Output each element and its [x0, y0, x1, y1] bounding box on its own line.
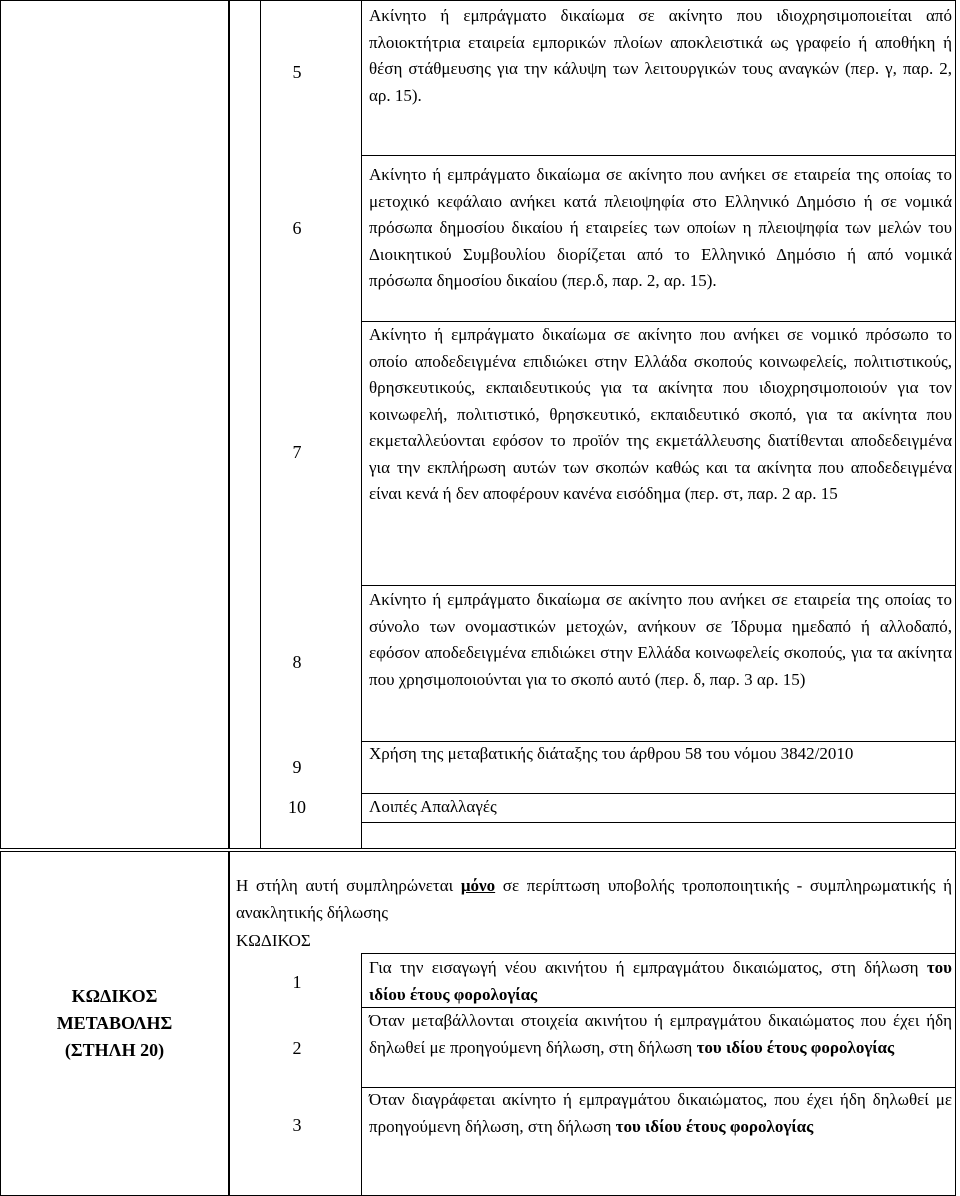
row-text: Χρήση της μεταβατικής διάταξης του άρθρου 58 του νόμου 3842/2010: [369, 744, 854, 763]
change-code-intro: Η στήλη αυτή συμπληρώνεται μόνο σε περίπτωση υποβολής τροποποιητικής - συμπληρωματικής ή ανακλητικής δήλωσης: [236, 876, 952, 922]
code-column-header: ΚΩΔΙΚΟΣ: [236, 931, 311, 950]
code-description: Όταν διαγράφεται ακίνητο ή εμπραγμάτου δικαιώματος, που έχει ήδη δηλωθεί με προηγούμενη δήλωση, στη δήλωση του ιδίου έτους φορολογίας: [369, 1090, 952, 1136]
row-number: 7: [292, 442, 302, 462]
row-text: Ακίνητο ή εμπράγματο δικαίωμα σε ακίνητο που ανήκει σε εταιρεία της οποίας το σύνολο των ονομαστικών μετοχών, ανήκουν σε Ίδρυμα ημεδαπό ή αλλοδαπό, εφόσον αποδεδειγμένα επιδιώκει στην Ελλάδα κοινωφελείς σκοπούς, για τα ακίνητα που χρησιμοποιούνται για το σκοπό αυτό (περ. δ, παρ. 3 αρ. 15): [369, 590, 952, 689]
code-number: 2: [292, 1038, 302, 1058]
row-number: 5: [292, 62, 302, 82]
row-text: Ακίνητο ή εμπράγματο δικαίωμα σε ακίνητο που ιδιοχρησιμοποιείται από πλοιοκτήτρια εταιρεία εμπορικών πλοίων αποκλειστικά ως γραφείο ή αποθήκη ή θέση στάθμευσης για την κάλυψη των λειτουργικών τους αναγκών (περ. γ, παρ. 2, αρ. 15).: [369, 6, 952, 105]
code-description: Για την εισαγωγή νέου ακινήτου ή εμπραγμάτου δικαιώματος, στη δήλωση του ιδίου έτους φορολογίας: [369, 958, 952, 1004]
row-number: 6: [292, 218, 302, 238]
row-number: 8: [292, 652, 302, 672]
left-margin-column: [0, 0, 229, 849]
row-text: Ακίνητο ή εμπράγματο δικαίωμα σε ακίνητο που ανήκει σε εταιρεία της οποίας το μετοχικό κεφάλαιο ανήκει κατά πλειοψηφία στο Ελληνικό Δημόσιο ή σε νομικά πρόσωπα δημοσίου δικαίου ή εταιρείες των οποίων η πλειοψηφία των μελών του Διοικητικού Συμβουλίου διορίζεται από το Ελληνικό Δημόσιο ή από νομικά πρόσωπα δημοσίου δικαίου (περ.δ, παρ. 2, αρ. 15).: [369, 165, 952, 290]
row-text: Λοιπές Απαλλαγές: [369, 797, 497, 816]
change-code-label: ΚΩΔΙΚΟΣ ΜΕΤΑΒΟΛΗΣ (ΣΤΗΛΗ 20): [56, 986, 173, 1060]
code-number: 1: [292, 972, 302, 992]
row-number: 10: [288, 797, 306, 817]
code-number: 3: [292, 1115, 302, 1135]
row-text: Ακίνητο ή εμπράγματο δικαίωμα σε ακίνητο που ανήκει σε νομικό πρόσωπο το οποίο αποδεδειγμένα επιδιώκει στην Ελλάδα σκοπούς κοινωφελείς, πολιτιστικούς, θρησκευτικούς, εκπαιδευτικούς για τα ακίνητα που ιδιοχρησιμοποιούν για τον κοινωφελή, πολιτιστικό, θρησκευτικό, εκπαιδευτικό σκοπό, για τα ακίνητα που εκμεταλλεύονται εφόσον το προϊόν της εκμετάλλευσης διατίθενται αποδεδειγμένα για την εκπλήρωση αυτών των σκοπών καθώς και τα ακίνητα που αποδεδειγμένα είναι κενά ή δεν αποφέρουν κανένα εισόδημα (περ. στ, παρ. 2 αρ. 15: [369, 325, 952, 503]
code-description: Όταν μεταβάλλονται στοιχεία ακινήτου ή εμπραγμάτου δικαιώματος που έχει ήδη δηλωθεί με προηγούμενη δήλωση, στη δήλωση του ιδίου έτους φορολογίας: [369, 1011, 952, 1057]
row-number: 9: [292, 757, 302, 777]
